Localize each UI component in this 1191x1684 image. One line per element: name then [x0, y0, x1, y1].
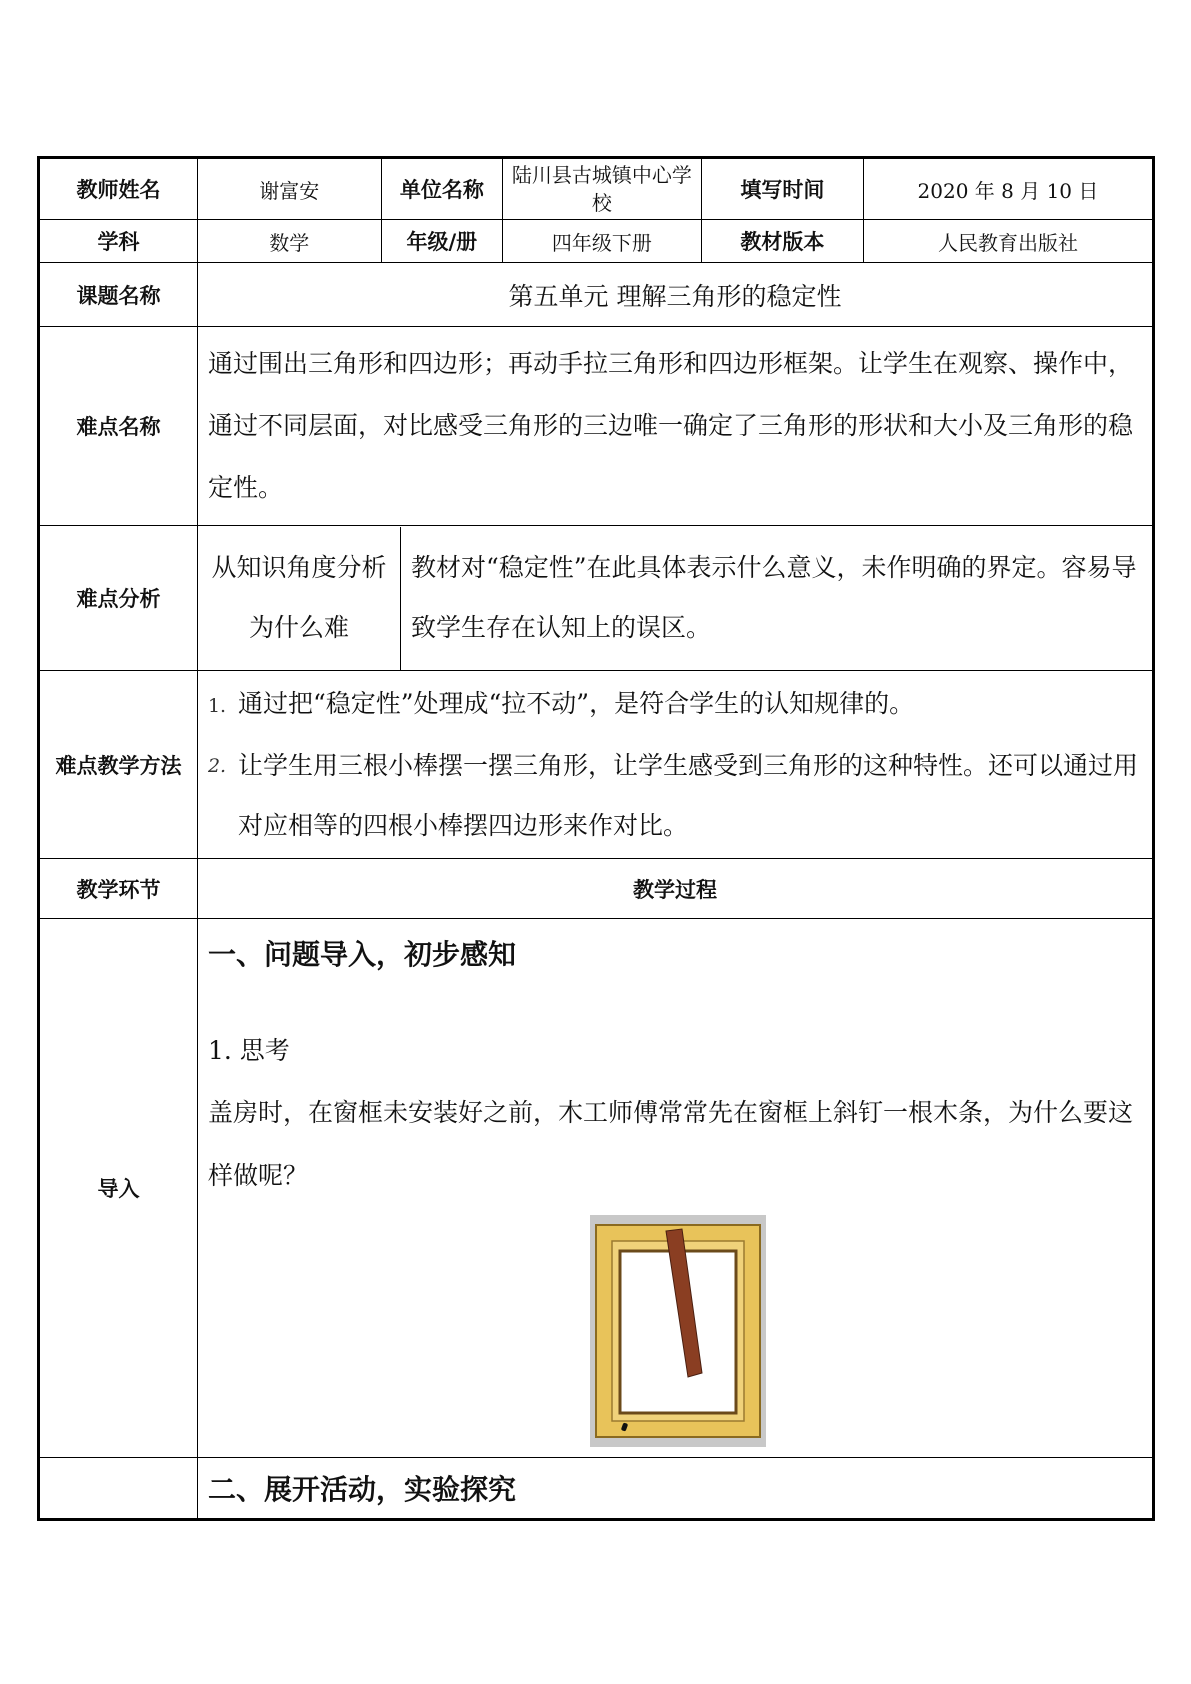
edition-value: 人民教育出版社: [863, 220, 1153, 263]
analysis-cell: [197, 526, 1153, 671]
activity-label: [39, 1458, 198, 1520]
method-item-1-text: 通过把“稳定性”处理成“拉不动”，是符合学生的认知规律的。: [237, 688, 915, 718]
stage-label: 教学环节: [39, 859, 198, 919]
intro-label: 导入: [39, 919, 198, 1458]
date-value: 2020 年 8 月 10 日: [863, 158, 1153, 220]
method-cell: [197, 671, 1153, 859]
unit-value: 陆川县古城镇中心学校: [503, 158, 702, 220]
teacher-value: 谢富安: [197, 158, 381, 220]
activity-heading: 二、展开活动，实验探究: [197, 1458, 1153, 1520]
process-header-row: [39, 859, 1154, 919]
edition-label: 教材版本: [701, 220, 863, 263]
method-label: 难点教学方法: [39, 671, 198, 859]
topic-value: 第五单元 理解三角形的稳定性: [197, 263, 1153, 327]
window-frame-image: [590, 1215, 766, 1447]
difficulty-label: 难点名称: [39, 327, 198, 526]
difficulty-row: [39, 327, 1154, 526]
activity-row: [39, 1458, 1154, 1520]
window-frame-illustration: [590, 1215, 766, 1451]
analysis-inner: [198, 527, 1152, 670]
analysis-row: [39, 526, 1154, 671]
subject-label: 学科: [39, 220, 198, 263]
teacher-label: 教师姓名: [39, 158, 198, 220]
process-label: 教学过程: [197, 859, 1153, 919]
unit-label: 单位名称: [381, 158, 502, 220]
method-row: [39, 671, 1154, 859]
info-row-1: [39, 158, 1154, 220]
method-item-2-num: 2.: [207, 754, 227, 777]
difficulty-text: 通过围出三角形和四边形；再动手拉三角形和四边形框架。让学生在观察、操作中，通过不同层面，对比感受三角形的三边唯一确定了三角形的形状和大小及三角形的稳定性。: [197, 327, 1153, 526]
analysis-sub-label: 从知识角度分析为什么难: [198, 527, 401, 670]
intro-sub: 1. 思考: [207, 1036, 290, 1065]
subject-value: 数学: [197, 220, 381, 263]
method-item-2: [208, 736, 1142, 856]
grade-label: 年级/册: [381, 220, 502, 263]
method-item-1: [208, 674, 1142, 736]
topic-row: [39, 263, 1154, 327]
method-item-1-num: 1.: [207, 694, 227, 717]
analysis-label: 难点分析: [39, 526, 198, 671]
info-row-2: [39, 220, 1154, 263]
method-item-2-text: 让学生用三根小棒摆一摆三角形，让学生感受到三角形的这种特性。还可以通过用对应相等的四根小棒摆四边形来作对比。: [237, 750, 1138, 840]
grade-value: 四年级下册: [503, 220, 702, 263]
intro-heading: 一、问题导入，初步感知: [207, 938, 516, 971]
date-label: 填写时间: [701, 158, 863, 220]
intro-text: 盖房时，在窗框未安装好之前，木工师傅常常先在窗框上斜钉一根木条，为什么要这样做呢？: [207, 1098, 1133, 1190]
analysis-text: 教材对“稳定性”在此具体表示什么意义，未作明确的界定。容易导致学生存在认知上的误区。: [410, 553, 1137, 642]
topic-label: 课题名称: [39, 263, 198, 327]
